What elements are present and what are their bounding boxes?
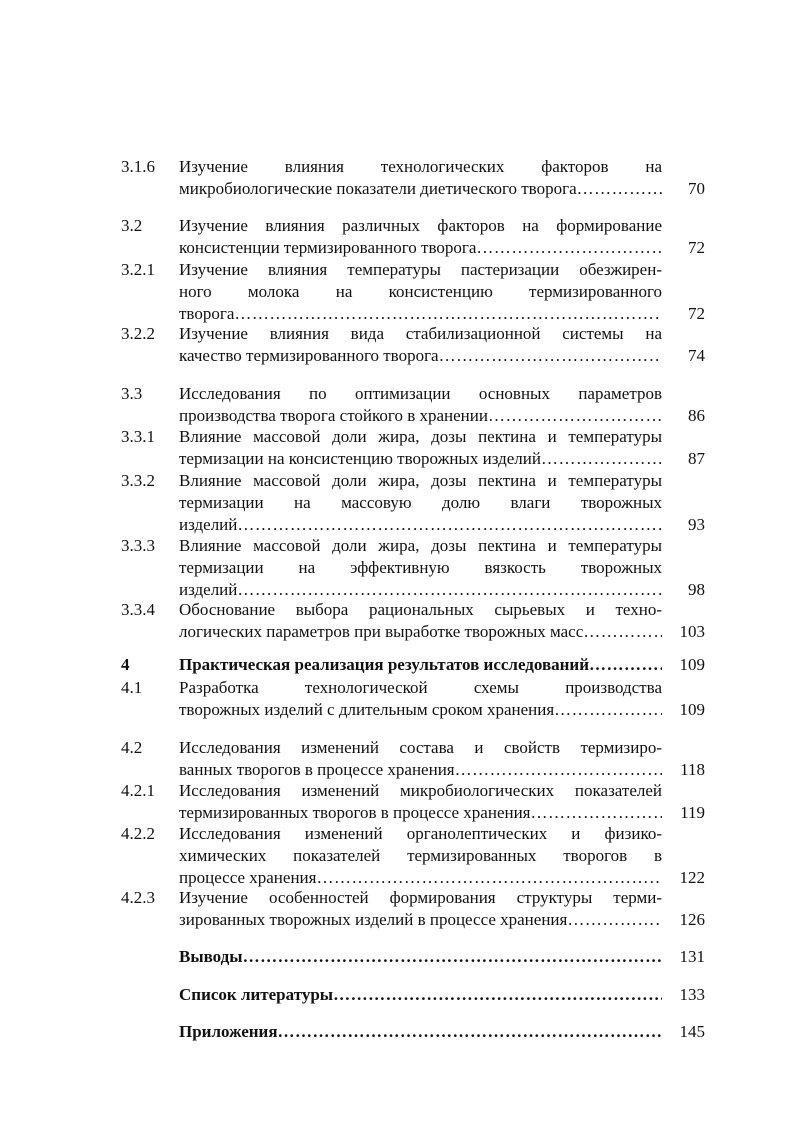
toc-entry-number: 4.2 [121,738,143,757]
toc-page-number: 126 [679,910,705,929]
toc-page-number: 133 [679,985,705,1004]
toc-entry-number: 3.3.4 [121,600,155,619]
toc-entry-title: Список литературы …………………………………………………………………………………………………………………………………………………………… [179,984,662,1006]
toc-entry-number: 4.2.3 [121,888,155,907]
toc-page-number: 131 [679,947,705,966]
toc-entry-number: 3.3.1 [121,427,155,446]
toc-page-number: 98 [688,580,705,599]
toc-page-number: 109 [679,655,705,674]
toc-entry-title: Практическая реализация результатов исследований …………………………………………………………………………………………………………………………………………………………… [179,654,662,676]
toc-entry-number: 4.2.2 [121,824,155,843]
toc-entry-number: 3.1.6 [121,157,155,176]
toc-entry-title: Обоснование выбора рациональных сырьевых и техно- логических параметров при выработке творожных масс …………………………………………………………………………………………………………………………………………………………… [179,599,662,643]
toc-entry-title: Исследования изменений микробиологических показателей термизированных творогов в процессе хранения …………………………………………………………………………………………………………………………………………………………… [179,780,662,824]
toc-entry-number: 4.2.1 [121,781,155,800]
toc-entry-title: Исследования изменений органолептических и физико- химических показателей термизированных творогов в процессе хранения …………………………………………………………………………………………………………………………………………………………… [179,823,662,889]
toc-entry-title: Изучение особенностей формирования структуры терми- зированных творожных изделий в процессе хранения …………………………………………………………………………………………………………………………………………………………… [179,887,662,931]
toc-entry-title: Влияние массовой доли жира, дозы пектина и температуры термизации на массовую долю влаги творожных изделий …………………………………………………………………………………………………………………………………………………………… [179,470,662,536]
toc-entry-title: Разработка технологической схемы производства творожных изделий с длительным сроком хранения …………………………………………………………………………………………………………………………………………………………… [179,677,662,721]
toc-page-number: 93 [688,515,705,534]
toc-entry-title: Исследования изменений состава и свойств термизиро- ванных творогов в процессе хранения …………………………………………………………………………………………………………………………………………………………… [179,737,662,781]
toc-page-number: 70 [688,179,705,198]
toc-entry-title: Влияние массовой доли жира, дозы пектина и температуры термизации на консистенцию творожных изделий …………………………………………………………………………………………………………………………………………………………… [179,426,662,470]
toc-page-number: 86 [688,406,705,425]
toc-entry-number: 3.3.3 [121,536,155,555]
toc-entry-number: 3.2 [121,216,143,235]
toc-entry-number: 3.2.2 [121,324,155,343]
toc-entry-title: Изучение влияния различных факторов на формирование консистенции термизированного творога …………………………………………………………………………………………………………………………………………………………… [179,215,662,259]
toc-entry-title: Изучение влияния технологических факторов на микробиологические показатели диетического творога …………………………………………………………………………………………………………………………………………………………… [179,156,662,200]
toc-entry-title: Изучение влияния вида стабилизационной системы на качество термизированного творога …………………………………………………………………………………………………………………………………………………………… [179,323,662,367]
toc-entry-number: 3.3.2 [121,471,155,490]
toc-page-number: 103 [679,622,705,641]
toc-entry-number: 3.2.1 [121,260,155,279]
toc-entry-number: 4.1 [121,678,143,697]
toc-entry-number: 3.3 [121,384,143,403]
toc-entry-number: 4 [121,655,130,674]
toc-page-number: 119 [680,803,705,822]
toc-page-number: 145 [679,1022,705,1041]
toc-page-number: 72 [688,304,705,323]
toc-entry-title: Приложения …………………………………………………………………………………………………………………………………………………………… [179,1021,662,1043]
toc-entry-title: Изучение влияния температуры пастеризации обезжирен- ного молока на консистенцию термизированного творога …………………………………………………………………………………………………………………………………………………………… [179,259,662,325]
toc-entry-title: Выводы …………………………………………………………………………………………………………………………………………………………… [179,946,662,968]
toc-entry-title: Влияние массовой доли жира, дозы пектина и температуры термизации на эффективную вязкость творожных изделий …………………………………………………………………………………………………………………………………………………………… [179,535,662,601]
toc-entry-title: Исследования по оптимизации основных параметров производства творога стойкого в хранении …………………………………………………………………………………………………………………………………………………………… [179,383,662,427]
toc-page-number: 74 [688,346,705,365]
toc-page-number: 118 [680,760,705,779]
toc-page-number: 109 [679,700,705,719]
toc-page-number: 72 [688,238,705,257]
toc-page-number: 122 [679,868,705,887]
toc-page-number: 87 [688,449,705,468]
